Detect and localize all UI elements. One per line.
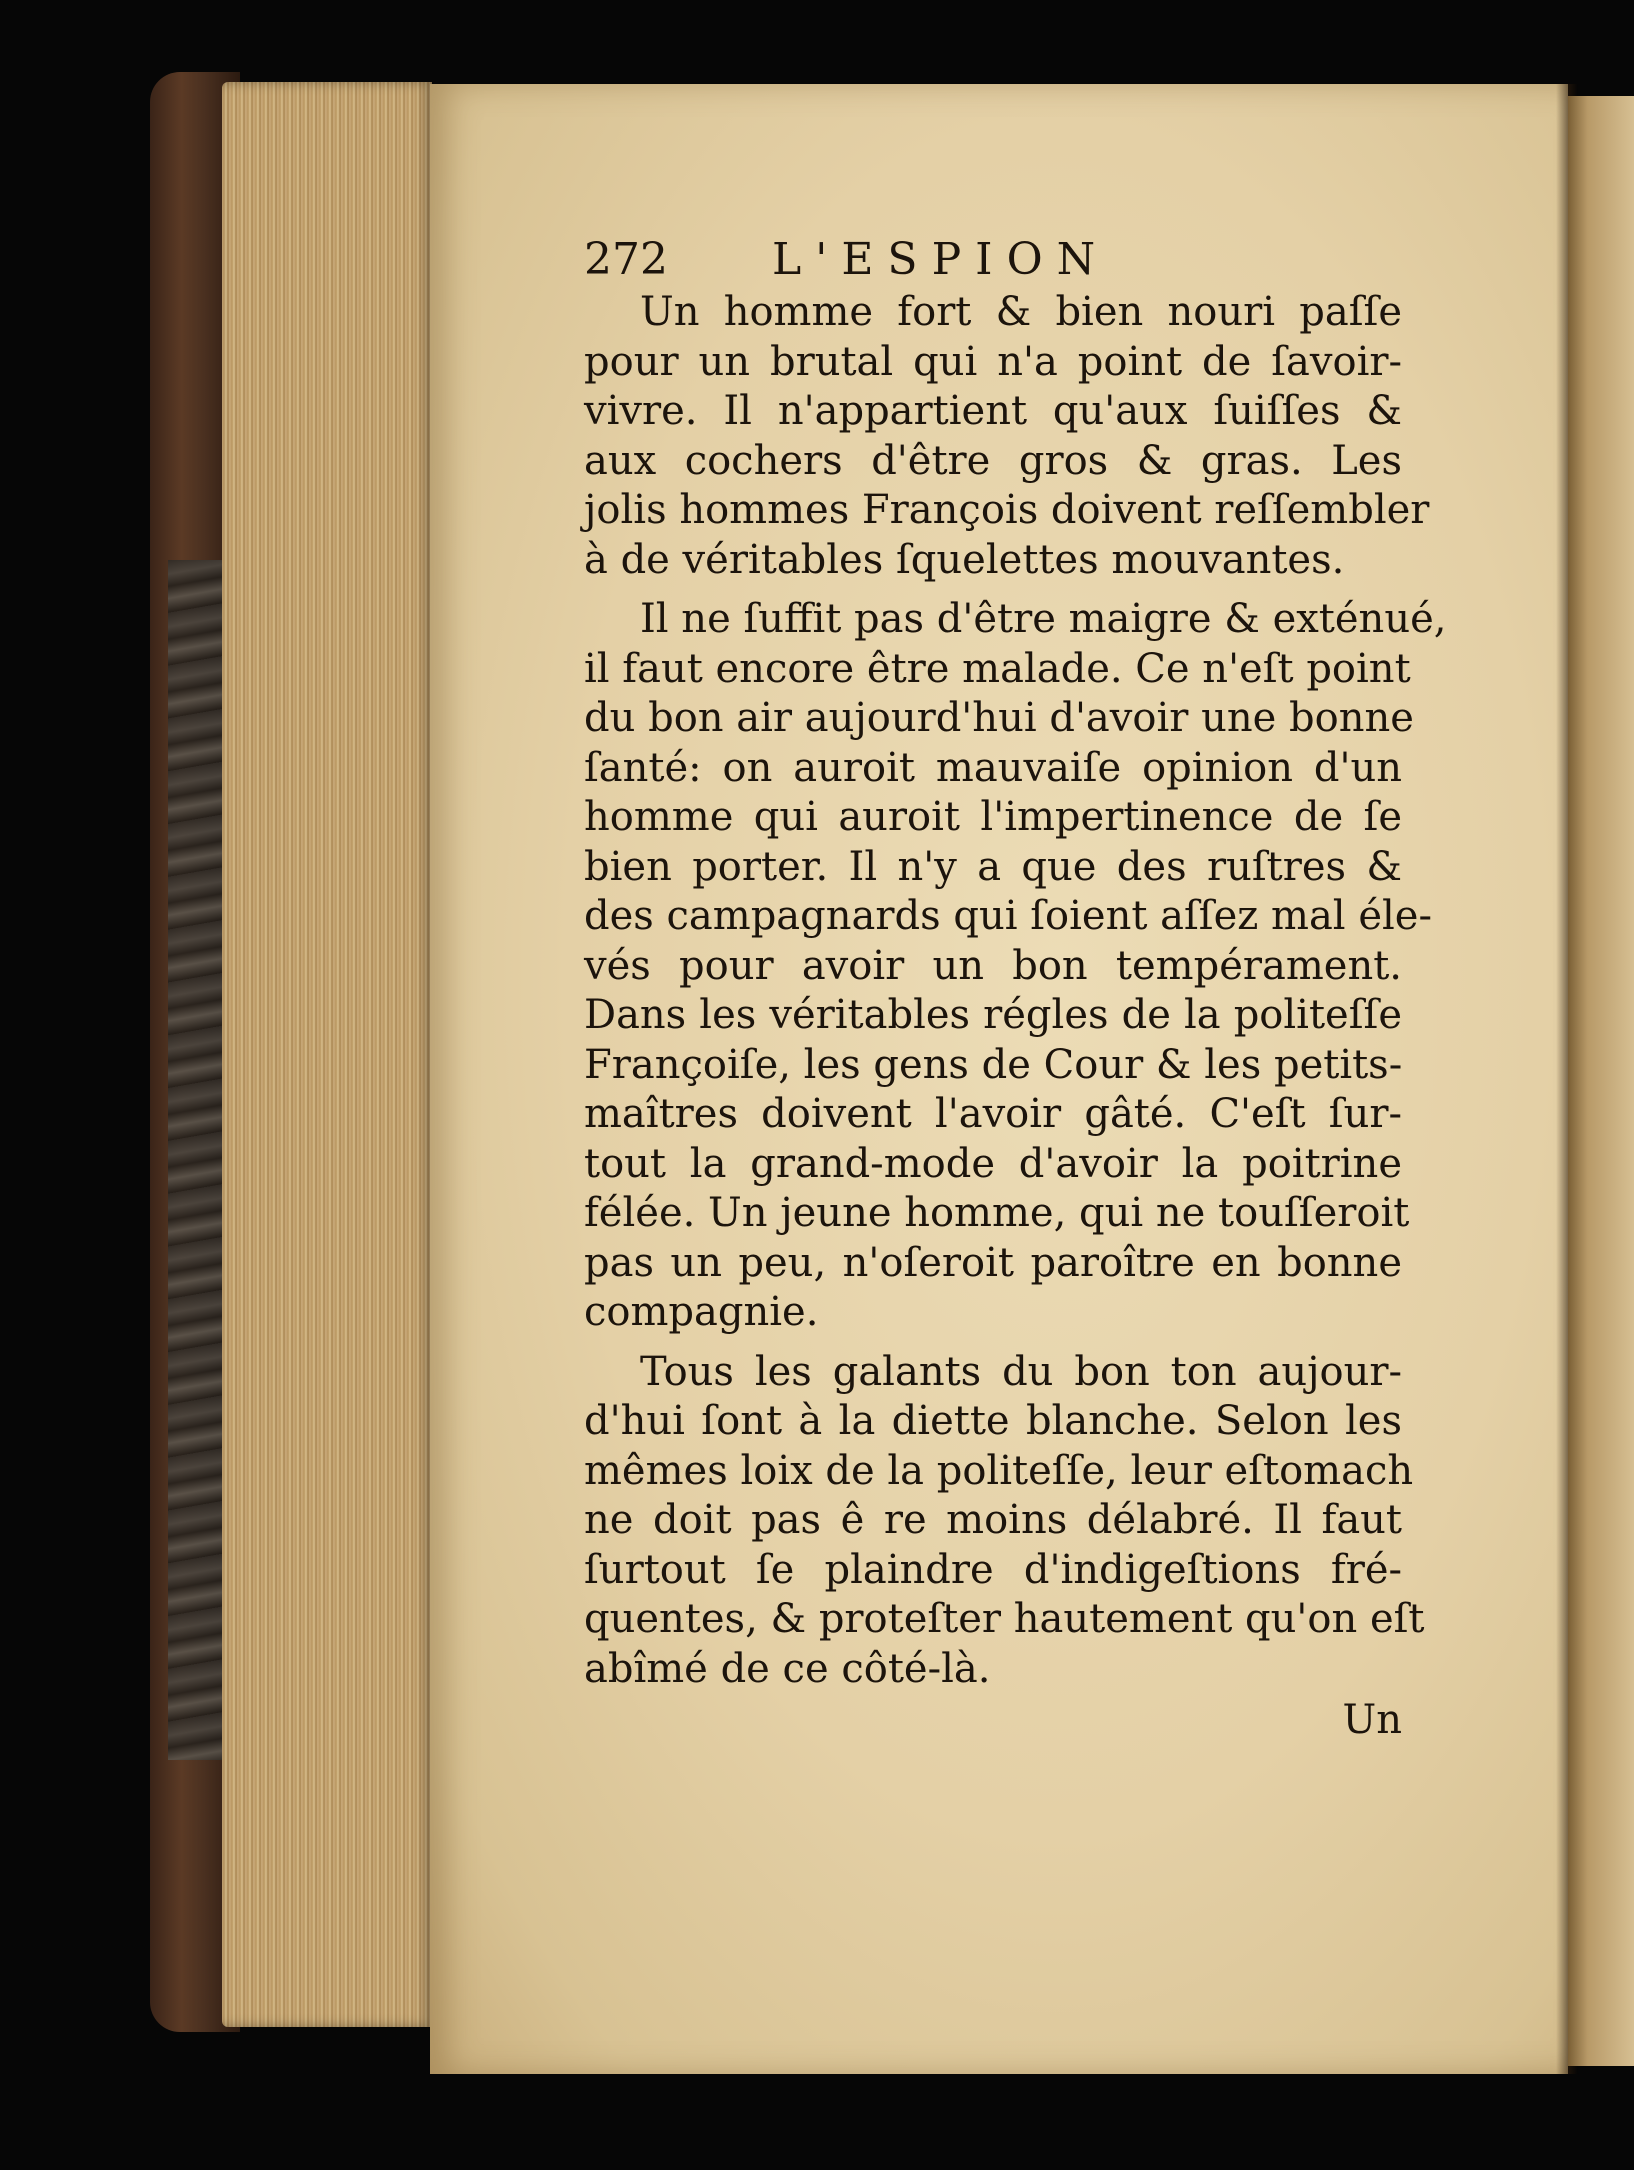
text-line: abîmé de ce côté-là.	[584, 1645, 991, 1692]
page-edges	[222, 82, 432, 2027]
text-line: du bon air aujourd'hui d'avoir une bonne	[584, 695, 1414, 741]
text-line: d'hui ſont à la diette blanche. Selon les	[584, 1398, 1402, 1444]
marbled-board	[168, 560, 228, 1760]
text-line: pour un brutal qui n'a point de ſavoir-	[584, 338, 1402, 385]
facing-page-edge	[1568, 96, 1634, 2066]
text-line: Un homme fort & bien nouri paſſe	[640, 289, 1402, 335]
text-line: aux cochers d'être gros & gras. Les	[584, 437, 1402, 484]
text-line: bien porter. Il n'y a que des ruſtres &	[584, 843, 1402, 890]
text-line: compagnie.	[584, 1289, 819, 1335]
text-line: vivre. Il n'appartient qu'aux ſuiſſes &	[584, 388, 1402, 434]
text-line: à de véritables ſquelettes mouvantes.	[584, 536, 1345, 583]
text-line: quentes, & proteſter hautement qu'on eſt	[584, 1596, 1425, 1642]
text-line: jolis hommes François doivent reſſembler	[584, 487, 1430, 533]
text-line: Tous les galants du bon ton aujour-	[640, 1348, 1402, 1395]
text-line: Françoiſe, les gens de Cour & les petits-	[584, 1041, 1403, 1088]
page-number: 272	[584, 234, 668, 285]
text-line: pas un peu, n'oſeroit paroître en bonne	[584, 1239, 1402, 1286]
text-line: il faut encore être malade. Ce n'eſt point	[584, 645, 1411, 692]
paragraph-1	[584, 288, 1430, 585]
paragraph-2	[584, 595, 1447, 1338]
running-title: L'ESPION	[772, 234, 1110, 285]
paragraph-3	[584, 1348, 1425, 1695]
text-line: Il ne ſuffit pas d'être maigre & exténué,	[640, 596, 1447, 642]
text-line: ſurtout ſe plaindre d'indigeſtions fré-	[584, 1546, 1402, 1593]
text-line: félée. Un jeune homme, qui ne touſſeroit	[584, 1190, 1410, 1236]
page-header	[584, 232, 1402, 288]
text-line: ſanté: on auroit mauvaiſe opinion d'un	[584, 744, 1402, 791]
page-text	[584, 232, 1447, 1746]
text-line: vés pour avoir un bon tempérament.	[584, 942, 1402, 989]
text-line: ne doit pas ê re moins délabré. Il faut	[584, 1497, 1402, 1543]
text-line: mêmes loix de la politeſſe, leur eſtomach	[584, 1447, 1414, 1494]
text-line: maîtres doivent l'avoir gâté. C'eſt ſur-	[584, 1091, 1402, 1137]
text-line: Dans les véritables régles de la politeſſe	[584, 992, 1402, 1038]
catchword: Un	[1342, 1697, 1402, 1743]
text-line: des campagnards qui ſoient aſſez mal éle-	[584, 893, 1432, 939]
text-line: tout la grand-mode d'avoir la poitrine	[584, 1140, 1402, 1187]
text-line: homme qui auroit l'impertinence de ſe	[584, 794, 1402, 840]
